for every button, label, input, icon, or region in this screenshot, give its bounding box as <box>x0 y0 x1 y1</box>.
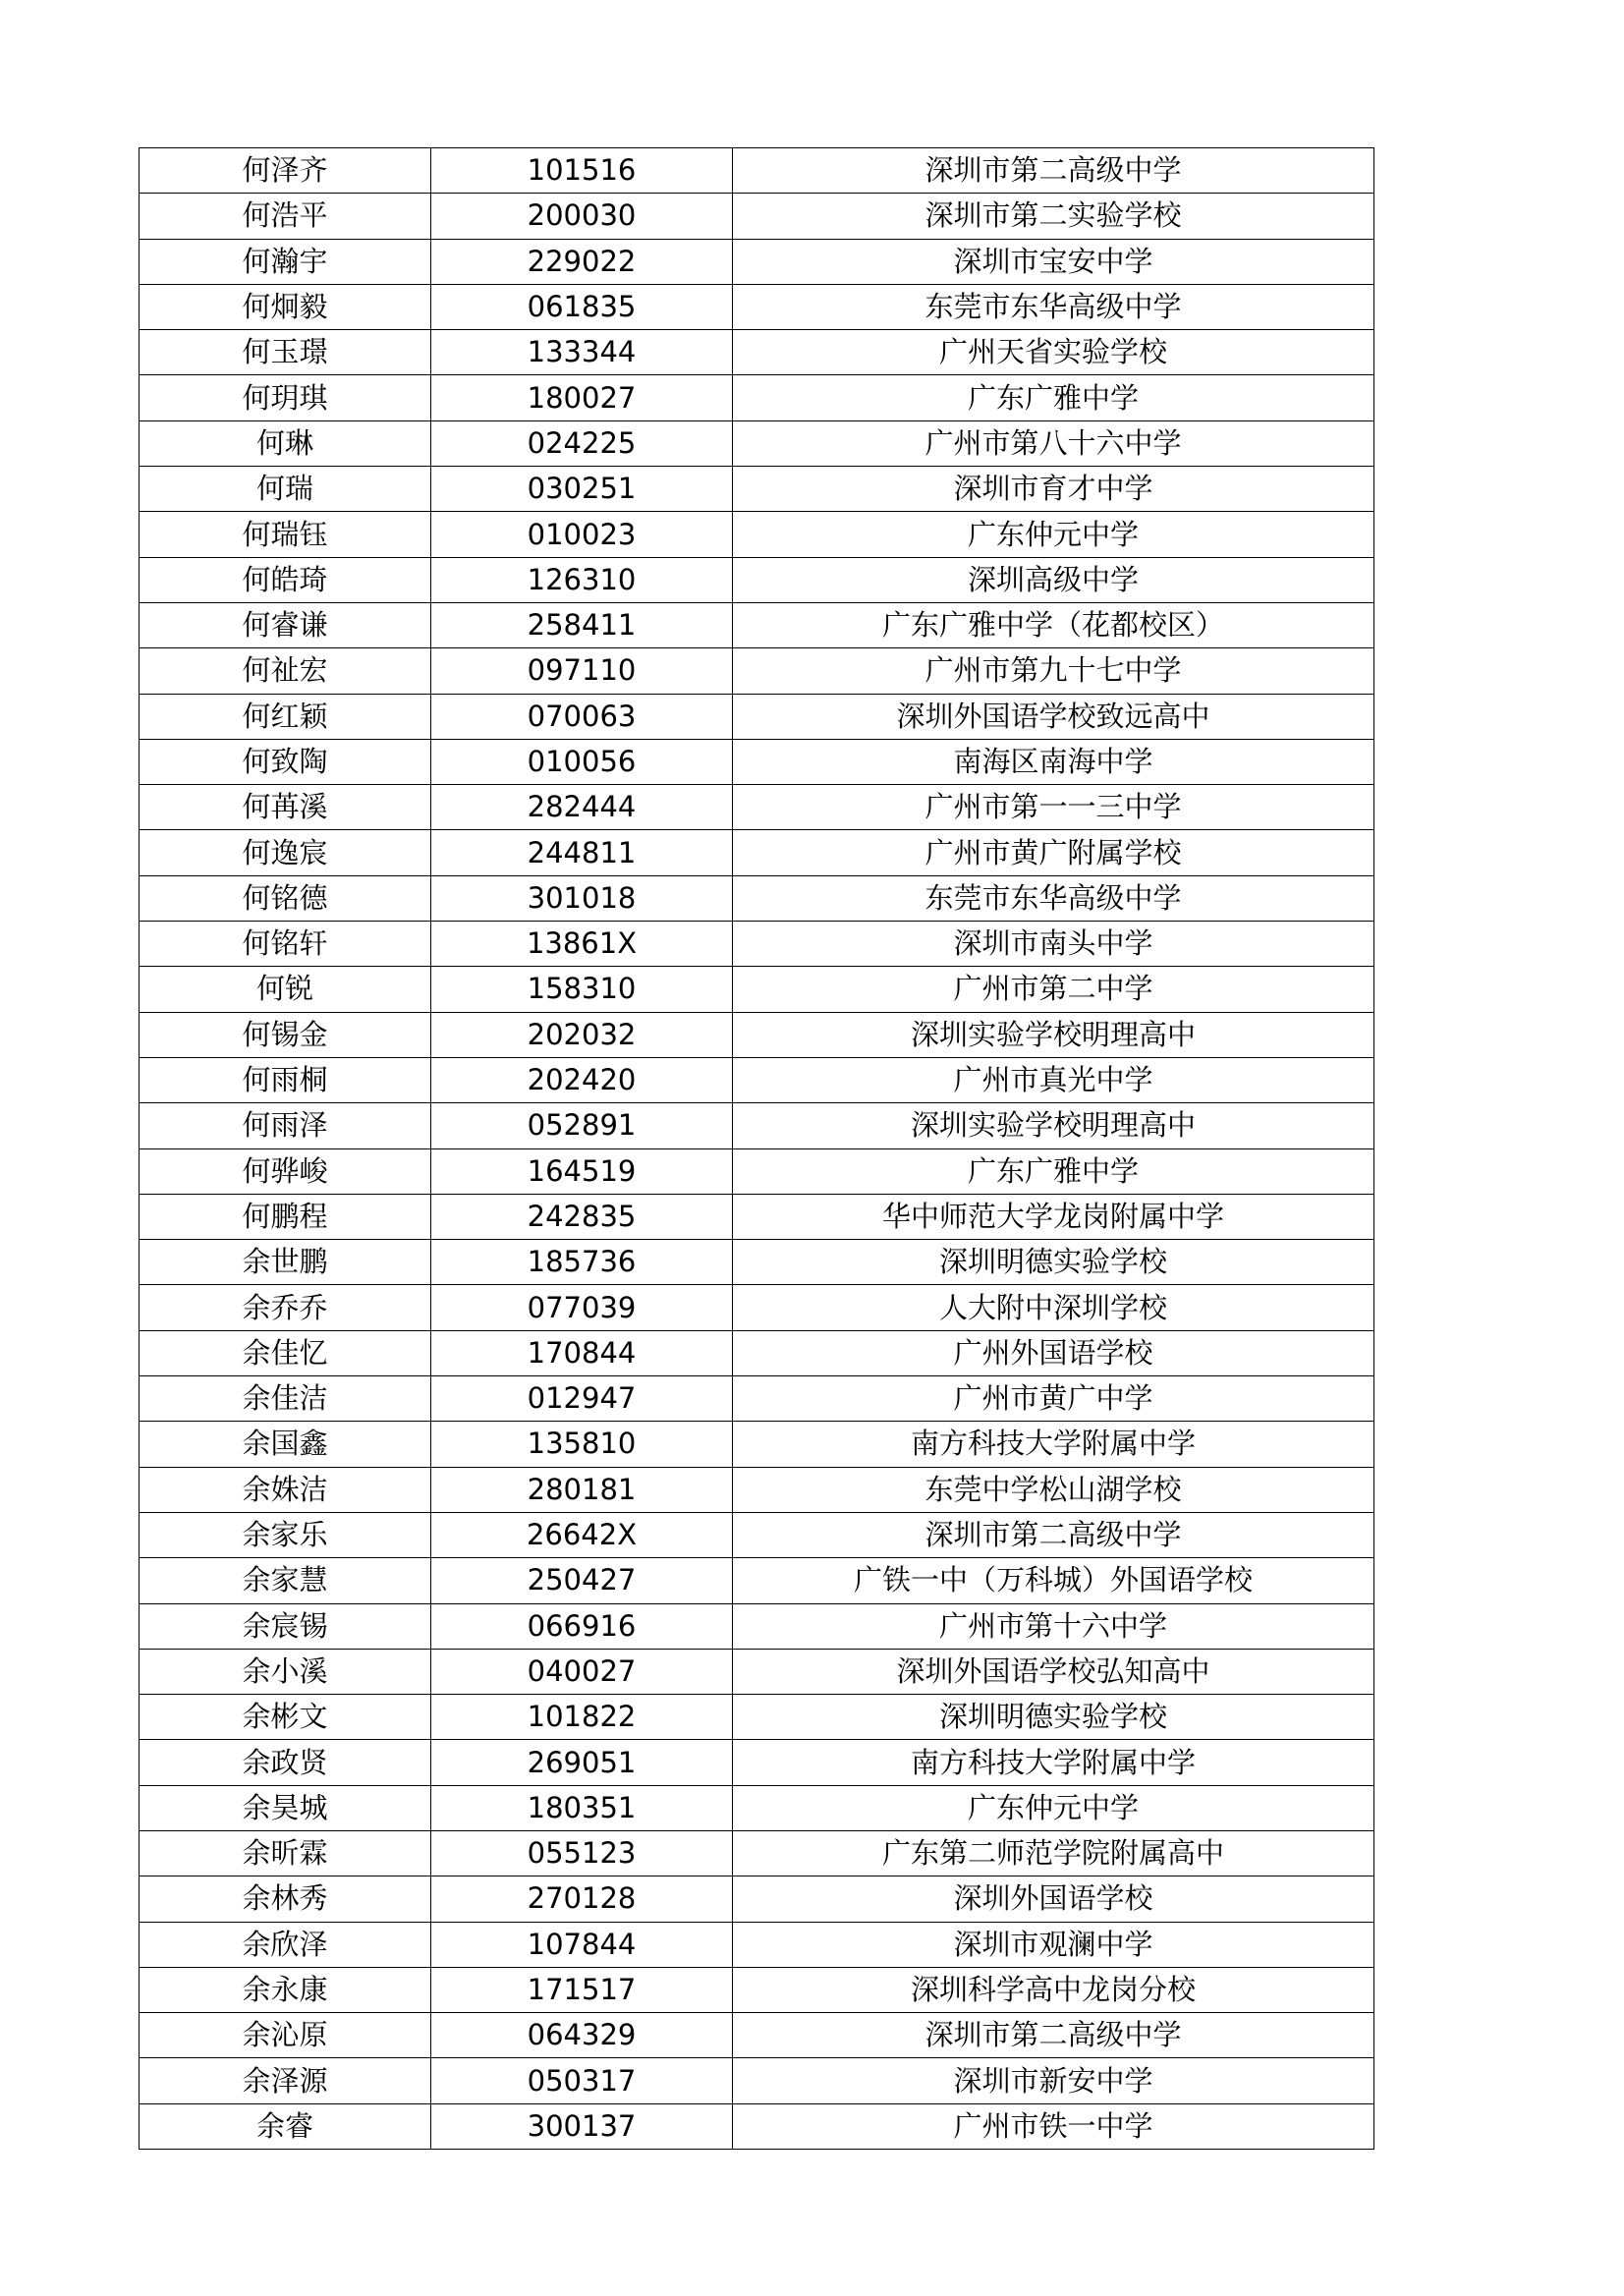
school-name-cell: 深圳市第二高级中学 <box>733 1512 1374 1557</box>
school-name-cell: 深圳市第二实验学校 <box>733 194 1374 239</box>
student-id-cell: 300137 <box>431 2103 733 2149</box>
table-row <box>140 2013 1374 2058</box>
student-name-cell: 余林秀 <box>140 1876 431 1922</box>
student-name-cell: 何琳 <box>140 420 431 466</box>
student-name-cell: 何祉宏 <box>140 648 431 694</box>
student-name-cell: 何铭轩 <box>140 922 431 967</box>
table-row <box>140 602 1374 647</box>
student-name-cell: 何泽齐 <box>140 148 431 194</box>
school-name-cell: 广东广雅中学（花都校区） <box>733 602 1374 647</box>
student-id-cell: 101516 <box>431 148 733 194</box>
student-name-cell: 余家慧 <box>140 1558 431 1603</box>
student-name-cell: 何玥琪 <box>140 375 431 420</box>
table-row <box>140 1330 1374 1375</box>
student-name-cell: 余泽源 <box>140 2058 431 2103</box>
student-id-cell: 13861X <box>431 922 733 967</box>
table-row <box>140 1285 1374 1330</box>
school-name-cell: 东莞市东华高级中学 <box>733 284 1374 329</box>
student-id-cell: 250427 <box>431 1558 733 1603</box>
student-name-cell: 余乔乔 <box>140 1285 431 1330</box>
table-row <box>140 1240 1374 1285</box>
table-row <box>140 1649 1374 1694</box>
student-id-cell: 097110 <box>431 648 733 694</box>
student-id-cell: 158310 <box>431 967 733 1012</box>
student-id-cell: 066916 <box>431 1603 733 1649</box>
student-name-cell: 何骅峻 <box>140 1148 431 1194</box>
table-row <box>140 1785 1374 1830</box>
student-id-cell: 185736 <box>431 1240 733 1285</box>
student-id-cell: 229022 <box>431 239 733 284</box>
table-row <box>140 1876 1374 1922</box>
table-row <box>140 375 1374 420</box>
table-row <box>140 1467 1374 1512</box>
table-row <box>140 148 1374 194</box>
student-id-cell: 050317 <box>431 2058 733 2103</box>
school-name-cell: 深圳科学高中龙岗分校 <box>733 1967 1374 2012</box>
student-id-cell: 061835 <box>431 284 733 329</box>
school-name-cell: 深圳市南头中学 <box>733 922 1374 967</box>
table-row <box>140 922 1374 967</box>
student-name-cell: 何锐 <box>140 967 431 1012</box>
school-name-cell: 南方科技大学附属中学 <box>733 1422 1374 1467</box>
student-id-cell: 280181 <box>431 1467 733 1512</box>
student-id-cell: 180027 <box>431 375 733 420</box>
table-row <box>140 1148 1374 1194</box>
student-name-cell: 余彬文 <box>140 1695 431 1740</box>
table-row <box>140 1967 1374 2012</box>
student-name-cell: 何锡金 <box>140 1012 431 1057</box>
student-id-cell: 012947 <box>431 1376 733 1422</box>
student-name-cell: 余姝洁 <box>140 1467 431 1512</box>
student-id-cell: 070063 <box>431 694 733 739</box>
student-id-cell: 170844 <box>431 1330 733 1375</box>
school-name-cell: 广东仲元中学 <box>733 1785 1374 1830</box>
student-name-cell: 余昕霖 <box>140 1830 431 1876</box>
school-name-cell: 广州市黄广附属学校 <box>733 830 1374 875</box>
student-name-cell: 余家乐 <box>140 1512 431 1557</box>
student-name-cell: 何浩平 <box>140 194 431 239</box>
student-id-cell: 26642X <box>431 1512 733 1557</box>
student-id-cell: 258411 <box>431 602 733 647</box>
school-name-cell: 深圳市新安中学 <box>733 2058 1374 2103</box>
student-id-cell: 101822 <box>431 1695 733 1740</box>
school-name-cell: 广东广雅中学 <box>733 375 1374 420</box>
student-name-cell: 余世鹏 <box>140 1240 431 1285</box>
school-name-cell: 深圳实验学校明理高中 <box>733 1103 1374 1148</box>
table-row <box>140 1830 1374 1876</box>
student-id-cell: 126310 <box>431 557 733 602</box>
roster-table <box>139 147 1374 2150</box>
student-name-cell: 余欣泽 <box>140 1922 431 1967</box>
table-row <box>140 875 1374 921</box>
school-name-cell: 南方科技大学附属中学 <box>733 1740 1374 1785</box>
student-id-cell: 200030 <box>431 194 733 239</box>
table-row <box>140 330 1374 375</box>
student-id-cell: 010056 <box>431 739 733 784</box>
school-name-cell: 深圳市育才中学 <box>733 467 1374 512</box>
school-name-cell: 深圳外国语学校致远高中 <box>733 694 1374 739</box>
table-row <box>140 239 1374 284</box>
student-id-cell: 164519 <box>431 1148 733 1194</box>
school-name-cell: 深圳市观澜中学 <box>733 1922 1374 1967</box>
school-name-cell: 南海区南海中学 <box>733 739 1374 784</box>
school-name-cell: 深圳实验学校明理高中 <box>733 1012 1374 1057</box>
student-id-cell: 064329 <box>431 2013 733 2058</box>
school-name-cell: 深圳外国语学校弘知高中 <box>733 1649 1374 1694</box>
student-name-cell: 何瑞 <box>140 467 431 512</box>
table-row <box>140 1012 1374 1057</box>
school-name-cell: 东莞中学松山湖学校 <box>733 1467 1374 1512</box>
school-name-cell: 广东第二师范学院附属高中 <box>733 1830 1374 1876</box>
school-name-cell: 华中师范大学龙岗附属中学 <box>733 1194 1374 1239</box>
school-name-cell: 东莞市东华高级中学 <box>733 875 1374 921</box>
school-name-cell: 广州市第九十七中学 <box>733 648 1374 694</box>
table-row <box>140 1057 1374 1102</box>
school-name-cell: 广东广雅中学 <box>733 1148 1374 1194</box>
student-name-cell: 何致陶 <box>140 739 431 784</box>
student-name-cell: 何逸宸 <box>140 830 431 875</box>
school-name-cell: 广州市铁一中学 <box>733 2103 1374 2149</box>
school-name-cell: 广铁一中（万科城）外国语学校 <box>733 1558 1374 1603</box>
student-id-cell: 269051 <box>431 1740 733 1785</box>
table-row <box>140 1603 1374 1649</box>
table-row <box>140 1740 1374 1785</box>
school-name-cell: 人大附中深圳学校 <box>733 1285 1374 1330</box>
school-name-cell: 深圳市第二高级中学 <box>733 148 1374 194</box>
student-name-cell: 何瑞钰 <box>140 512 431 557</box>
student-id-cell: 244811 <box>431 830 733 875</box>
roster-body <box>140 148 1374 2150</box>
student-name-cell: 余政贤 <box>140 1740 431 1785</box>
school-name-cell: 广州市真光中学 <box>733 1057 1374 1102</box>
school-name-cell: 广州市第十六中学 <box>733 1603 1374 1649</box>
table-row <box>140 1422 1374 1467</box>
student-id-cell: 024225 <box>431 420 733 466</box>
student-name-cell: 余睿 <box>140 2103 431 2149</box>
student-name-cell: 何雨桐 <box>140 1057 431 1102</box>
table-row <box>140 284 1374 329</box>
school-name-cell: 深圳明德实验学校 <box>733 1695 1374 1740</box>
student-id-cell: 202032 <box>431 1012 733 1057</box>
school-name-cell: 广州市黄广中学 <box>733 1376 1374 1422</box>
student-name-cell: 何玉璟 <box>140 330 431 375</box>
student-name-cell: 何瀚宇 <box>140 239 431 284</box>
table-row <box>140 1512 1374 1557</box>
student-name-cell: 余昊城 <box>140 1785 431 1830</box>
school-name-cell: 广州外国语学校 <box>733 1330 1374 1375</box>
table-row <box>140 1376 1374 1422</box>
student-name-cell: 余佳洁 <box>140 1376 431 1422</box>
table-row <box>140 2058 1374 2103</box>
table-row <box>140 694 1374 739</box>
table-row <box>140 467 1374 512</box>
school-name-cell: 广州市第八十六中学 <box>733 420 1374 466</box>
student-name-cell: 何苒溪 <box>140 785 431 830</box>
table-row <box>140 830 1374 875</box>
table-row <box>140 194 1374 239</box>
student-name-cell: 余永康 <box>140 1967 431 2012</box>
student-id-cell: 010023 <box>431 512 733 557</box>
student-id-cell: 282444 <box>431 785 733 830</box>
student-id-cell: 202420 <box>431 1057 733 1102</box>
student-id-cell: 242835 <box>431 1194 733 1239</box>
student-name-cell: 何红颖 <box>140 694 431 739</box>
table-row <box>140 648 1374 694</box>
student-id-cell: 301018 <box>431 875 733 921</box>
student-id-cell: 030251 <box>431 467 733 512</box>
student-name-cell: 余佳忆 <box>140 1330 431 1375</box>
student-id-cell: 135810 <box>431 1422 733 1467</box>
student-name-cell: 余国鑫 <box>140 1422 431 1467</box>
student-id-cell: 040027 <box>431 1649 733 1694</box>
table-row <box>140 1922 1374 1967</box>
school-name-cell: 深圳外国语学校 <box>733 1876 1374 1922</box>
table-row <box>140 512 1374 557</box>
student-name-cell: 余沁原 <box>140 2013 431 2058</box>
student-name-cell: 何鹏程 <box>140 1194 431 1239</box>
table-row <box>140 967 1374 1012</box>
school-name-cell: 广州市第二中学 <box>733 967 1374 1012</box>
table-row <box>140 1194 1374 1239</box>
table-row <box>140 1103 1374 1148</box>
student-id-cell: 055123 <box>431 1830 733 1876</box>
table-row <box>140 785 1374 830</box>
student-name-cell: 何炯毅 <box>140 284 431 329</box>
student-name-cell: 何皓琦 <box>140 557 431 602</box>
student-name-cell: 何铭德 <box>140 875 431 921</box>
student-id-cell: 052891 <box>431 1103 733 1148</box>
student-name-cell: 何雨泽 <box>140 1103 431 1148</box>
table-row <box>140 1695 1374 1740</box>
school-name-cell: 深圳高级中学 <box>733 557 1374 602</box>
student-id-cell: 077039 <box>431 1285 733 1330</box>
school-name-cell: 深圳市宝安中学 <box>733 239 1374 284</box>
student-name-cell: 余小溪 <box>140 1649 431 1694</box>
table-row <box>140 420 1374 466</box>
table-row <box>140 2103 1374 2149</box>
student-name-cell: 何睿谦 <box>140 602 431 647</box>
table-row <box>140 557 1374 602</box>
student-name-cell: 余宸锡 <box>140 1603 431 1649</box>
school-name-cell: 广州天省实验学校 <box>733 330 1374 375</box>
table-row <box>140 1558 1374 1603</box>
student-id-cell: 107844 <box>431 1922 733 1967</box>
student-id-cell: 133344 <box>431 330 733 375</box>
school-name-cell: 深圳明德实验学校 <box>733 1240 1374 1285</box>
student-id-cell: 171517 <box>431 1967 733 2012</box>
school-name-cell: 深圳市第二高级中学 <box>733 2013 1374 2058</box>
table-row <box>140 739 1374 784</box>
student-id-cell: 270128 <box>431 1876 733 1922</box>
school-name-cell: 广州市第一一三中学 <box>733 785 1374 830</box>
student-id-cell: 180351 <box>431 1785 733 1830</box>
school-name-cell: 广东仲元中学 <box>733 512 1374 557</box>
